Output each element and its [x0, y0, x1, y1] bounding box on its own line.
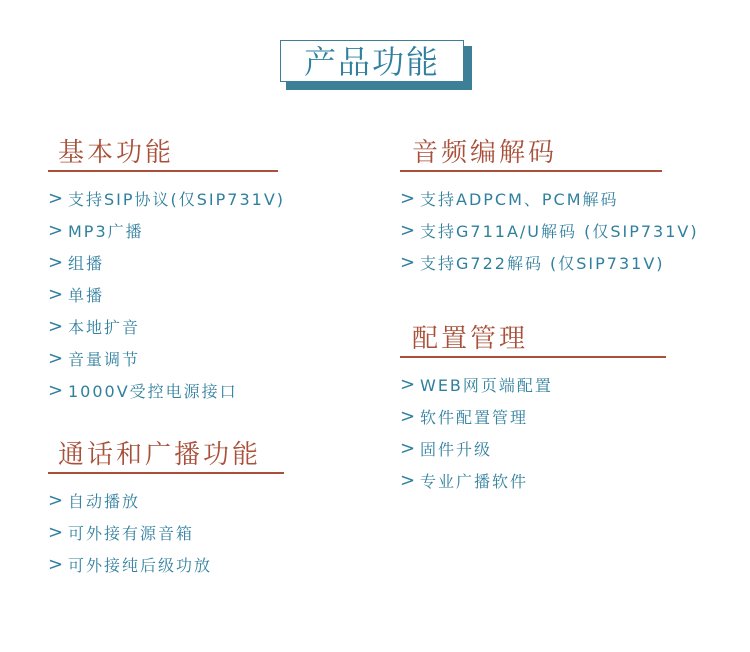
list-item — [400, 368, 666, 400]
list-item — [400, 464, 666, 496]
list-item-label: WEB网页端配置 — [420, 375, 553, 395]
chevron-right-icon: > — [48, 187, 66, 209]
main-title-box — [280, 40, 472, 92]
list-item-label: 单播 — [68, 285, 105, 305]
section-codec-list — [400, 182, 699, 278]
chevron-right-icon: > — [48, 379, 66, 401]
list-item-label: 自动播放 — [68, 491, 141, 511]
chevron-right-icon: > — [400, 405, 418, 427]
chevron-right-icon: > — [400, 469, 418, 491]
chevron-right-icon: > — [48, 219, 66, 241]
list-item-label: 音量调节 — [68, 349, 141, 369]
section-call — [48, 440, 284, 580]
chevron-right-icon: > — [400, 437, 418, 459]
section-codec-title: 音频编解码 — [412, 138, 558, 168]
section-config-title: 配置管理 — [412, 324, 529, 354]
list-item-label: MP3广播 — [68, 221, 144, 241]
list-item — [48, 182, 285, 214]
list-item-label: 组播 — [68, 253, 105, 273]
chevron-right-icon: > — [48, 347, 66, 369]
chevron-right-icon: > — [48, 553, 66, 575]
list-item-label: 可外接有源音箱 — [68, 523, 195, 543]
list-item-label: 支持ADPCM、PCM解码 — [420, 189, 619, 209]
list-item — [48, 214, 285, 246]
chevron-right-icon: > — [48, 283, 66, 305]
list-item — [48, 548, 284, 580]
chevron-right-icon: > — [48, 315, 66, 337]
chevron-right-icon: > — [400, 373, 418, 395]
chevron-right-icon: > — [48, 489, 66, 511]
section-basic-list — [48, 182, 285, 406]
list-item-label: 支持SIP协议(仅SIP731V) — [68, 189, 286, 209]
chevron-right-icon: > — [48, 521, 66, 543]
chevron-right-icon: > — [400, 251, 418, 273]
list-item — [48, 342, 285, 374]
list-item — [48, 374, 285, 406]
section-basic-underline — [48, 170, 278, 172]
list-item — [400, 432, 666, 464]
section-config-list — [400, 368, 666, 496]
section-config — [400, 324, 666, 496]
list-item-label: 可外接纯后级功放 — [68, 555, 213, 575]
list-item — [400, 246, 699, 278]
list-item-label: 专业广播软件 — [420, 471, 529, 491]
section-call-title: 通话和广播功能 — [58, 440, 262, 470]
section-config-underline — [400, 356, 666, 358]
section-call-underline — [48, 472, 284, 474]
list-item-label: 支持G722解码 (仅SIP731V) — [420, 253, 665, 273]
list-item — [400, 214, 699, 246]
list-item — [48, 516, 284, 548]
section-codec — [400, 138, 699, 278]
section-codec-underline — [400, 170, 662, 172]
list-item-label: 软件配置管理 — [420, 407, 529, 427]
section-call-list — [48, 484, 284, 580]
section-basic — [48, 138, 285, 406]
list-item-label: 本地扩音 — [68, 317, 141, 337]
list-item-label: 固件升级 — [420, 439, 493, 459]
chevron-right-icon: > — [400, 187, 418, 209]
chevron-right-icon: > — [400, 219, 418, 241]
list-item — [48, 484, 284, 516]
main-title: 产品功能 — [280, 40, 464, 82]
chevron-right-icon: > — [48, 251, 66, 273]
list-item — [48, 246, 285, 278]
list-item — [400, 400, 666, 432]
list-item — [48, 310, 285, 342]
list-item — [400, 182, 699, 214]
list-item-label: 支持G711A/U解码 (仅SIP731V) — [420, 221, 699, 241]
list-item — [48, 278, 285, 310]
section-basic-title: 基本功能 — [58, 138, 175, 168]
list-item-label: 1000V受控电源接口 — [68, 381, 238, 401]
